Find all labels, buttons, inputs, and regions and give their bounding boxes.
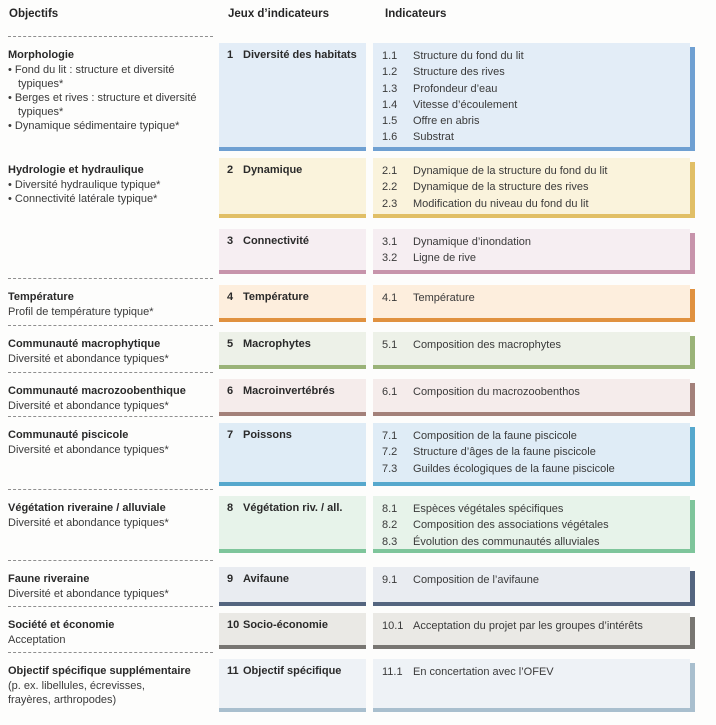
objective-title: Communauté piscicole <box>8 429 129 441</box>
indicator-row <box>382 501 686 517</box>
objective-temperature <box>8 290 218 319</box>
indicator-number: 2.1 <box>382 165 398 177</box>
indicator-row <box>382 461 686 477</box>
objective-faune-riveraine <box>8 572 218 601</box>
set-label: Macrophytes <box>243 338 311 350</box>
set-label: Diversité des habitats <box>243 49 357 61</box>
indicator-row <box>382 234 686 250</box>
indicator-number: 7.1 <box>382 430 398 442</box>
indicator-row <box>382 48 686 64</box>
indicator-text: Évolution des communautés alluviales <box>413 535 600 548</box>
indicator-text: Vitesse d’écoulement <box>413 98 518 111</box>
set-block-1 <box>219 43 366 151</box>
objective-item: Diversité et abondance typiques* <box>8 517 169 529</box>
objective-title: Objectif spécifique supplémentaire <box>8 665 191 677</box>
indicator-row <box>382 163 686 179</box>
indicator-number: 11.1 <box>382 666 403 678</box>
set-block-11 <box>219 659 366 712</box>
indicator-row <box>382 196 686 212</box>
set-block-10 <box>219 613 366 649</box>
set-number: 8 <box>227 502 234 514</box>
indicators-block-3 <box>373 229 695 274</box>
indicators-block-6 <box>373 379 695 416</box>
objective-communaute-macrophytique <box>8 337 218 366</box>
objective-item: • Fond du lit : structure et diversité typiques* <box>8 63 198 91</box>
set-block-5 <box>219 332 366 369</box>
objective-title: Hydrologie et hydraulique <box>8 164 144 176</box>
indicator-number: 7.3 <box>382 462 398 475</box>
indicator-row <box>382 97 686 113</box>
indicator-text: Substrat <box>413 131 454 144</box>
set-number: 3 <box>227 235 234 247</box>
objective-title: Communauté macrozoobenthique <box>8 385 186 397</box>
objective-communaute-piscicole <box>8 428 218 457</box>
objective-title: Température <box>8 291 74 303</box>
indicator-row <box>382 384 686 400</box>
objective-vegetation-riveraine <box>8 501 218 530</box>
indicator-number: 8.3 <box>382 535 398 548</box>
objective-item: Diversité et abondance typiques* <box>8 444 169 456</box>
objective-title: Morphologie <box>8 49 74 61</box>
indicators-block-9 <box>373 567 695 606</box>
indicator-row <box>382 179 686 195</box>
indicator-row <box>382 81 686 97</box>
objective-item: Acceptation <box>8 634 66 646</box>
set-label: Connectivité <box>243 235 310 247</box>
objective-item: Diversité et abondance typiques* <box>8 400 169 412</box>
column-header-indicateurs: Indicateurs <box>385 8 447 20</box>
set-number: 10 <box>227 619 240 631</box>
objective-item: • Diversité hydraulique typique* <box>8 178 198 192</box>
objective-item: Diversité et abondance typiques* <box>8 353 169 365</box>
objective-title: Communauté macrophytique <box>8 338 161 350</box>
indicator-number: 10.1 <box>382 620 404 632</box>
indicator-number: 3.2 <box>382 252 398 265</box>
set-label: Dynamique <box>243 164 303 176</box>
indicator-number: 1.4 <box>382 98 398 111</box>
objective-morphologie <box>8 48 218 133</box>
objective-title: Végétation riveraine / alluviale <box>8 502 166 514</box>
indicator-text: Dynamique de la structure des rives <box>413 181 589 194</box>
set-block-2 <box>219 158 366 218</box>
objective-title: Société et économie <box>8 619 115 631</box>
set-block-8 <box>219 496 366 553</box>
indicators-block-1 <box>373 43 695 151</box>
set-number: 1 <box>227 49 234 61</box>
indicator-text: Ligne de rive <box>413 252 476 265</box>
indicator-row <box>382 337 686 353</box>
indicator-number: 2.3 <box>382 197 398 210</box>
indicator-row <box>382 664 686 680</box>
indicator-number: 9.1 <box>382 574 398 586</box>
indicators-block-5 <box>373 332 695 369</box>
indicator-row <box>382 428 686 444</box>
indicator-number: 3.1 <box>382 236 398 248</box>
indicator-text: Dynamique d’inondation <box>413 236 532 248</box>
set-label: Température <box>243 291 309 303</box>
objective-communaute-macrozoobenthique <box>8 384 218 413</box>
set-block-7 <box>219 423 366 486</box>
indicator-number: 1.6 <box>382 131 398 144</box>
indicator-text: Acceptation du projet par les groupes d’intérêts <box>413 620 643 632</box>
indicators-block-10 <box>373 613 695 649</box>
objective-item: Diversité et abondance typiques* <box>8 588 169 600</box>
set-label: Objectif spécifique <box>243 665 342 677</box>
indicator-number: 7.2 <box>382 446 398 459</box>
set-number: 9 <box>227 573 234 585</box>
indicator-row <box>382 250 686 266</box>
indicators-block-7 <box>373 423 695 486</box>
set-block-6 <box>219 379 366 416</box>
set-number: 5 <box>227 338 234 350</box>
indicator-number: 1.2 <box>382 66 398 79</box>
objective-item: Profil de température typique* <box>8 306 154 318</box>
set-number: 11 <box>227 665 239 677</box>
column-header-objectifs: Objectifs <box>9 8 59 20</box>
indicator-row <box>382 290 686 306</box>
set-number: 4 <box>227 291 234 303</box>
indicator-row <box>382 618 686 634</box>
indicator-text: Structure d’âges de la faune piscicole <box>413 446 596 459</box>
indicators-block-8 <box>373 496 695 553</box>
indicator-text: Guildes écologiques de la faune piscicole <box>413 462 615 475</box>
objective-item: • Berges et rives : structure et diversité typiques* <box>8 91 198 119</box>
indicator-text: Offre en abris <box>413 115 480 128</box>
indicator-text: Modification du niveau du fond du lit <box>413 197 589 210</box>
indicator-text: Composition de la faune piscicole <box>413 430 577 442</box>
indicator-text: Composition du macrozoobenthos <box>413 386 580 398</box>
indicator-number: 1.1 <box>382 50 398 62</box>
indicator-text: Température <box>413 292 475 304</box>
set-label: Végétation riv. / all. <box>243 502 343 514</box>
indicator-text: Structure des rives <box>413 66 505 79</box>
set-label: Avifaune <box>243 573 290 585</box>
set-block-4 <box>219 285 366 322</box>
indicator-row <box>382 113 686 129</box>
indicators-block-4 <box>373 285 695 322</box>
set-number: 7 <box>227 429 234 441</box>
set-block-3 <box>219 229 366 274</box>
indicator-row <box>382 572 686 588</box>
indicator-text: Structure du fond du lit <box>413 50 524 62</box>
indicator-row <box>382 444 686 460</box>
set-label: Socio-économie <box>243 619 328 631</box>
objective-hydrologie <box>8 163 218 206</box>
indicators-block-11 <box>373 659 695 712</box>
indicator-text: Composition des associations végétales <box>413 519 609 532</box>
indicator-number: 6.1 <box>382 386 398 398</box>
set-block-9 <box>219 567 366 606</box>
column-header-jeux-indicateurs: Jeux d’indicateurs <box>228 8 329 20</box>
set-label: Macroinvertébrés <box>243 385 335 397</box>
objective-item: • Dynamique sédimentaire typique* <box>8 119 198 133</box>
indicator-text: Espèces végétales spécifiques <box>413 503 564 515</box>
set-number: 2 <box>227 164 234 176</box>
indicator-row <box>382 129 686 145</box>
set-label: Poissons <box>243 429 292 441</box>
indicator-number: 8.2 <box>382 519 398 532</box>
indicator-text: Composition de l’avifaune <box>413 574 539 586</box>
indicator-number: 5.1 <box>382 339 398 351</box>
indicator-text: Composition des macrophytes <box>413 339 561 351</box>
indicator-number: 1.5 <box>382 115 398 128</box>
indicator-number: 1.3 <box>382 82 398 95</box>
indicator-number: 4.1 <box>382 292 398 304</box>
indicator-row <box>382 534 686 550</box>
indicator-row <box>382 517 686 533</box>
indicator-text: En concertation avec l’OFEV <box>413 666 554 678</box>
indicator-text: Profondeur d’eau <box>413 82 498 95</box>
objective-specifique-supplementaire <box>8 664 218 707</box>
indicator-number: 8.1 <box>382 503 398 515</box>
indicator-number: 2.2 <box>382 181 398 194</box>
objective-societe-economie <box>8 618 218 647</box>
objective-item: • Connectivité latérale typique* <box>8 192 198 206</box>
indicator-row <box>382 64 686 80</box>
objective-title: Faune riveraine <box>8 573 90 585</box>
indicator-text: Dynamique de la structure du fond du lit <box>413 165 608 177</box>
set-number: 6 <box>227 385 234 397</box>
indicators-block-2 <box>373 158 695 218</box>
objective-item: (p. ex. libellules, écrevisses, frayères, arthropodes) <box>8 680 145 706</box>
